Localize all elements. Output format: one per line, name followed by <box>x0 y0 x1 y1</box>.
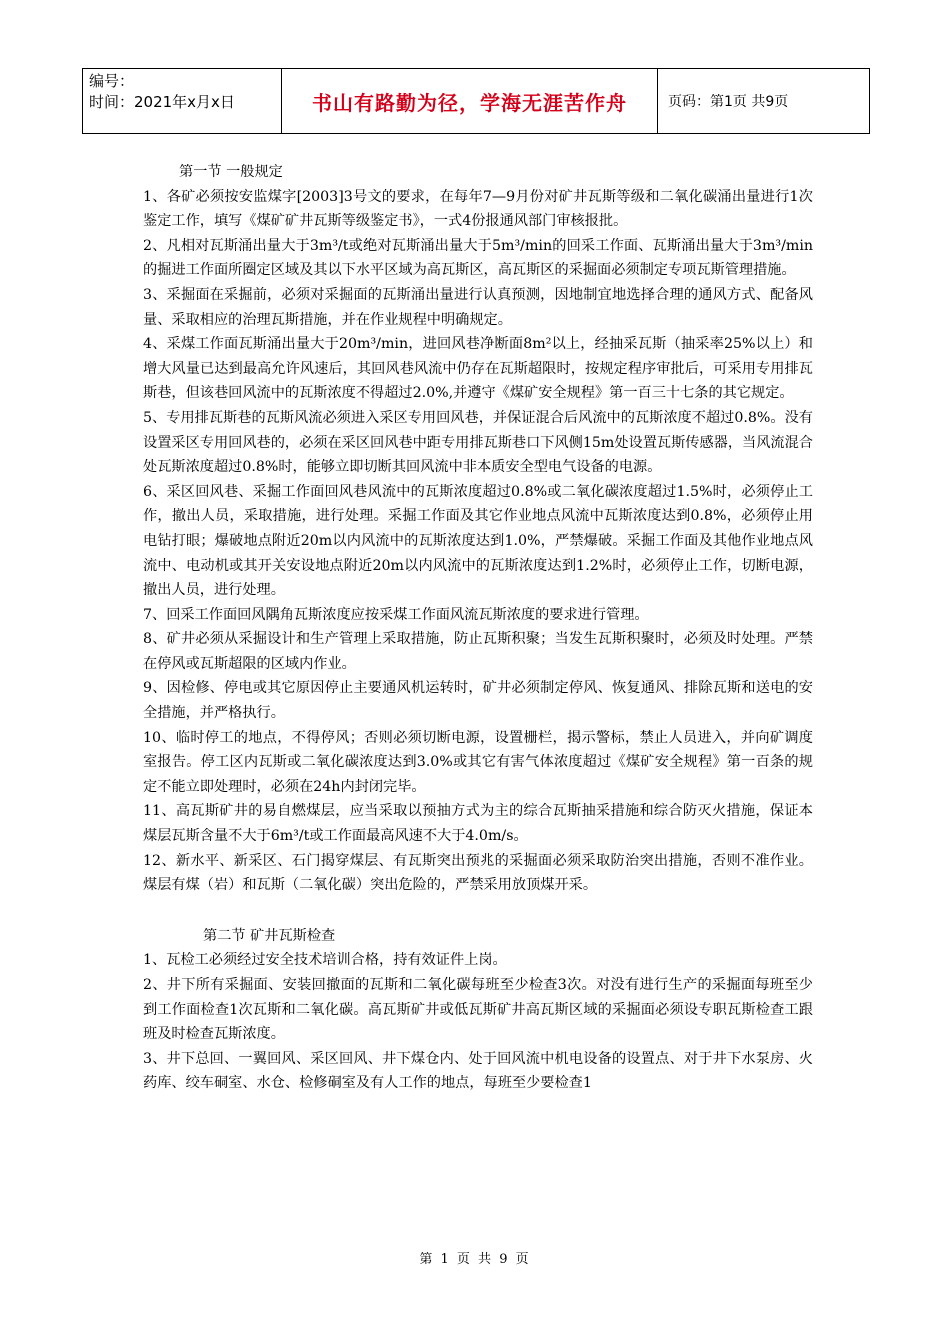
paragraph: 10、临时停工的地点，不得停风；否则必须切断电源，设置栅栏，揭示警标，禁止人员进入，并向矿调度室报告。停工区内瓦斯或二氧化碳浓度达到3.0%或其它有害气体浓度超过《煤矿安全规程》第一百条的规定不能立即处理时，必须在24h内封闭完毕。 <box>143 729 813 795</box>
paragraph: 2、井下所有采掘面、安装回撤面的瓦斯和二氧化碳每班至少检查3次。对没有进行生产的采掘面每班至少到工作面检查1次瓦斯和二氧化碳。高瓦斯矿井或低瓦斯矿井高瓦斯区域的采掘面必须设专职瓦斯检查工跟班及时检查瓦斯浓度。 <box>143 977 813 1043</box>
paragraph: 1、各矿必须按安监煤字[2003]3号文的要求，在每年7—9月份对矿井瓦斯等级和二氧化碳涌出量进行1次鉴定工作，填写《煤矿矿井瓦斯等级鉴定书》，一式4份报通风部门审核报批。 <box>143 188 813 230</box>
document-body <box>143 160 813 1096</box>
page-header <box>82 68 870 134</box>
paragraph: 3、井下总回、一翼回风、采区回风、井下煤仓内、处于回风流中机电设备的设置点、对于井下水泵房、火药库、绞车硐室、水仓、检修硐室及有人工作的地点，每班至少要检查1 <box>143 1050 813 1092</box>
paragraph: 3、采掘面在采掘前，必须对采掘面的瓦斯涌出量进行认真预测，因地制宜地选择合理的通风方式、配备风量、采取相应的治理瓦斯措施，并在作业规程中明确规定。 <box>143 286 813 328</box>
section-gap <box>143 898 813 924</box>
document-date: 时间：2021年x月x日 <box>89 93 235 111</box>
paragraph: 9、因检修、停电或其它原因停止主要通风机运转时，矿井必须制定停风、恢复通风、排除瓦斯和送电的安全措施，并严格执行。 <box>143 680 813 722</box>
paragraph: 2、凡相对瓦斯涌出量大于3m³/t或绝对瓦斯涌出量大于5m³/min的回采工作面、瓦斯涌出量大于3m³/min的掘进工作面所圈定区域及其以下水平区域为高瓦斯区，高瓦斯区的采掘面必须制定专项瓦斯管理措施。 <box>143 237 813 279</box>
paragraph: 1、瓦检工必须经过安全技术培训合格，持有效证件上岗。 <box>143 952 507 969</box>
page-footer: 第 1 页 共 9 页 <box>419 1252 531 1267</box>
paragraph: 11、高瓦斯矿井的易自燃煤层，应当采取以预抽方式为主的综合瓦斯抽采措施和综合防灭火措施，保证本煤层瓦斯含量不大于6m³/t或工作面最高风速不大于4.0m/s。 <box>143 803 813 845</box>
section-title: 第一节 一般规定 <box>179 164 283 180</box>
paragraph: 12、新水平、新采区、石门揭穿煤层、有瓦斯突出预兆的采掘面必须采取防治突出措施，否则不准作业。煤层有煤（岩）和瓦斯（二氧化碳）突出危险的，严禁采用放顶煤开采。 <box>143 852 813 894</box>
header-page-number: 页码：第1页 共9页 <box>668 94 789 110</box>
header-meta <box>83 69 282 133</box>
paragraph: 7、回采工作面回风隅角瓦斯浓度应按采煤工作面风流瓦斯浓度的要求进行管理。 <box>143 606 649 623</box>
paragraph: 8、矿井必须从采掘设计和生产管理上采取措施，防止瓦斯积聚；当发生瓦斯积聚时，必须及时处理。严禁在停风或瓦斯超限的区域内作业。 <box>143 631 813 672</box>
document-number-label: 编号： <box>89 72 135 90</box>
paragraph: 4、采煤工作面瓦斯涌出量大于20m³/min，进回风巷净断面8m²以上，经抽采瓦斯（抽采率25%以上）和增大风量已达到最高允许风速后，其回风巷风流中仍存在瓦斯超限时，按规定程序审批后，可采用专用排瓦斯巷，但该巷回风流中的瓦斯浓度不得超过2.0%,并遵守《煤矿安全规程》第一百三十七条的其它规定。 <box>143 336 813 402</box>
header-motto: 书山有路勤为径，学海无涯苦作舟 <box>282 69 658 133</box>
paragraph: 6、采区回风巷、采掘工作面回风巷风流中的瓦斯浓度超过0.8%或二氧化碳浓度超过1.5%时，必须停止工作，撤出人员，采取措施，进行处理。采掘工作面及其它作业地点风流中瓦斯浓度达到0.8%，必须停止用电钻打眼；爆破地点附近20m以内风流中的瓦斯浓度达到1.0%，严禁爆破。采掘工作面及其他作业地点风流中、电动机或其开关安设地点附近20m以内风流中的瓦斯浓度达到1.2%时，必须停止工作，切断电源，撤出人员，进行处理。 <box>143 483 813 599</box>
paragraph: 5、专用排瓦斯巷的瓦斯风流必须进入采区专用回风巷，并保证混合后风流中的瓦斯浓度不超过0.8%。没有设置采区专用回风巷的，必须在采区回风巷中距专用排瓦斯巷口下风侧15m处设置瓦斯传感器，当风流混合处瓦斯浓度超过0.8%时，能够立即切断其回风流中非本质安全型电气设备的电源。 <box>143 409 813 476</box>
section-title: 第二节 矿井瓦斯检查 <box>203 927 336 944</box>
